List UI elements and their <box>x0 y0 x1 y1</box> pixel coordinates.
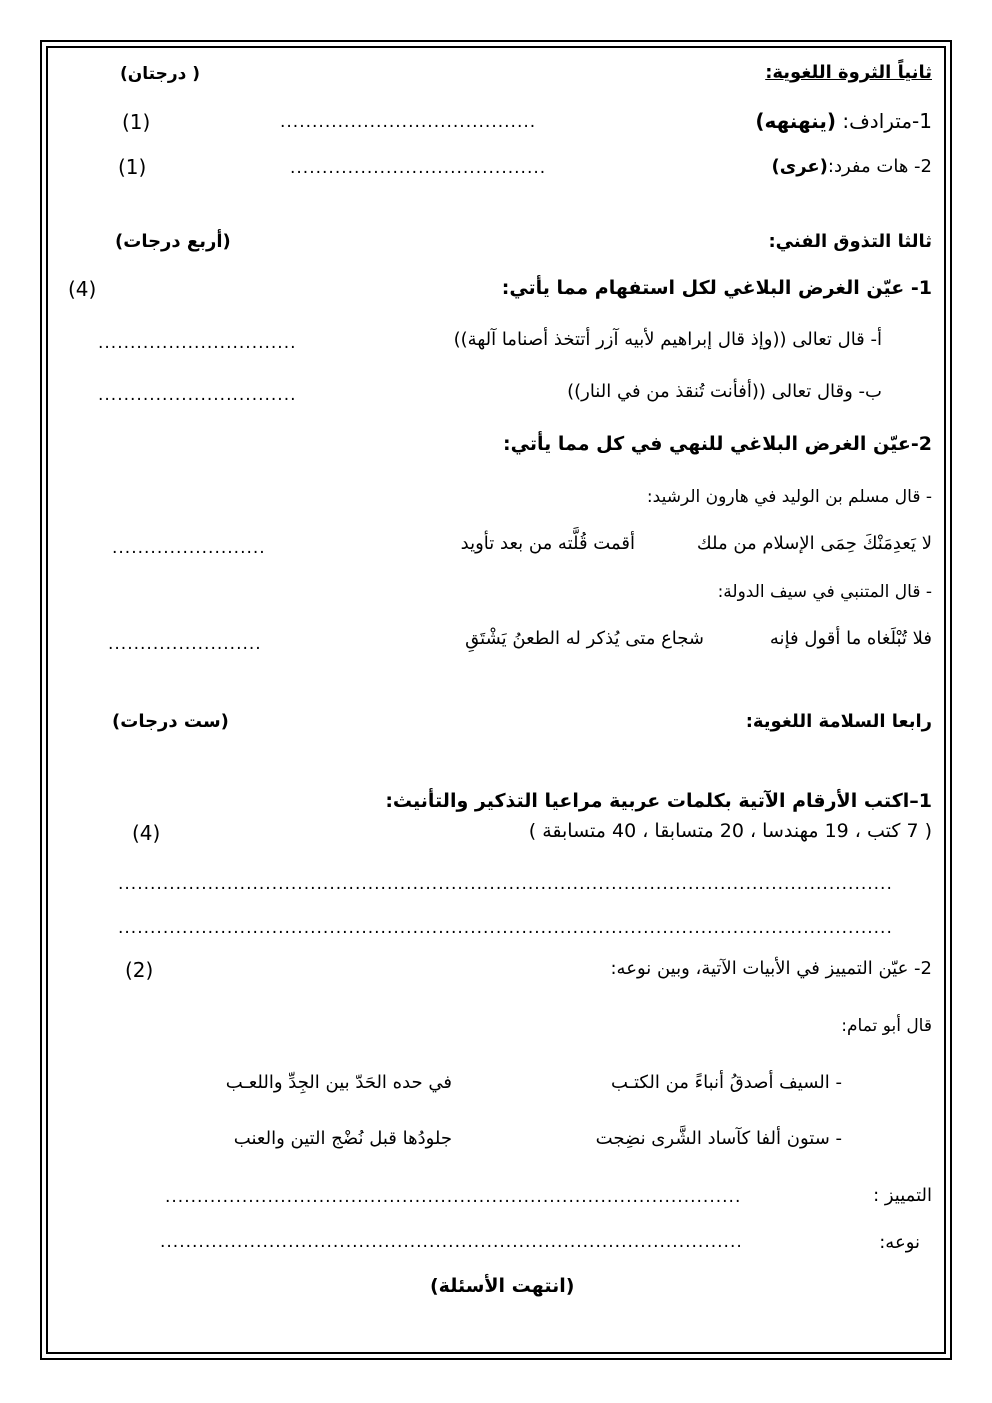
s4-q1-answer-line-1[interactable]: ......................................................................................................................... <box>118 876 893 893</box>
s2-q1 <box>755 111 932 131</box>
s3-q2-intro2: - قال المتنبي في سيف الدولة: <box>717 582 932 602</box>
s4-type-answer-line[interactable]: ........................................................................................... <box>160 1234 743 1251</box>
s2-q2-label: 2- هات مفرد: <box>827 156 932 177</box>
s2-q1-score: (1) <box>122 110 151 134</box>
s3-q1b: ب- وقال تعالى ((أفأنت تُنقذ من في النار)) <box>567 381 882 402</box>
section-4-title: رابعا السلامة اللغوية: <box>745 711 932 732</box>
s3-verse1-second-half: أقمت قُلَّته من بعد تأويد <box>460 533 635 554</box>
s2-q2-word: (عرى) <box>771 156 828 177</box>
s2-q1-answer-line[interactable]: ........................................ <box>280 114 537 131</box>
s3-q1-text: 1- عيّن الغرض البلاغي لكل استفهام مما يأتي: <box>501 277 932 299</box>
s3-verse1-answer-line[interactable]: ........................ <box>112 540 266 557</box>
s3-verse2-second-half: شجاع متى يُذكر له الطعنُ يَشْتَقِ <box>465 628 704 649</box>
s4-q1-numbers: ( 7 كتب ، 19 مهندسا ، 20 متسابقا ، 40 متسابقة ) <box>528 820 932 842</box>
section-3-title: ثالثا التذوق الفني: <box>768 231 932 252</box>
section-2-marks: ( درجتان) <box>120 64 201 84</box>
s4-q2-score: (2) <box>125 958 154 982</box>
s4-verse1-first-half: - السيف أصدقُ أنباءً من الكتـب <box>611 1072 842 1093</box>
s2-q2-score: (1) <box>118 155 147 179</box>
section-2-title: ثانياً الثروة اللغوية: <box>765 62 932 83</box>
s4-verse2-second-half: جلودُها قبل نُضْج التين والعنب <box>233 1128 452 1149</box>
s4-tamyiz-answer-line[interactable]: .......................................................................................... <box>165 1189 742 1206</box>
s4-q1-text: 1–اكتب الأرقام الآتية بكلمات عربية مراعيا التذكير والتأنيث: <box>385 790 932 812</box>
s4-q2-text: 2- عيّن التمييز في الأبيات الآتية، وبين نوعه: <box>610 958 932 979</box>
section-3-marks: (أربع درجات) <box>115 231 231 252</box>
s3-q1a-answer-line[interactable]: ............................... <box>98 335 297 352</box>
s4-q1-answer-line-2[interactable]: ......................................................................................................................... <box>118 920 893 937</box>
s4-q1-score: (4) <box>132 821 161 845</box>
section-4-marks: (ست درجات) <box>112 711 229 732</box>
s3-q1b-answer-line[interactable]: ............................... <box>98 387 297 404</box>
end-of-questions: (انتهت الأسئلة) <box>430 1275 575 1297</box>
s3-q1a: أ- قال تعالى ((وإذ قال إبراهيم لأبيه آزر أتتخذ أصناما آلهة)) <box>453 329 882 350</box>
s3-verse1-first-half: لا يَعدِمَنْكَ حِمَى الإسلام من ملك <box>696 533 932 554</box>
s4-type-label: نوعه: <box>879 1232 920 1253</box>
s4-verse1-second-half: في حده الحَدّ بين الجِدِّ واللعـب <box>225 1072 452 1093</box>
s2-q2 <box>771 158 932 176</box>
s2-q1-label: 1-مترادف: <box>842 109 932 133</box>
s4-verse2-first-half: - ستون ألفا كآساد الشَّرى نضِجت <box>595 1128 842 1149</box>
s2-q2-answer-line[interactable]: ........................................ <box>290 160 547 177</box>
s4-poet: قال أبو تمام: <box>841 1016 932 1036</box>
s3-q2-intro1: - قال مسلم بن الوليد في هارون الرشيد: <box>646 487 932 507</box>
s3-q2-text: 2-عيّن الغرض البلاغي للنهي في كل مما يأتي: <box>503 433 932 455</box>
s2-q1-word: (ينهنهه) <box>755 109 836 133</box>
s3-q1-score: (4) <box>68 277 97 301</box>
s4-tamyiz-label: التمييز : <box>873 1185 932 1206</box>
s3-verse2-first-half: فلا تُبْلَغاه ما أقول فإنه <box>769 628 932 649</box>
s3-verse2-answer-line[interactable]: ........................ <box>108 636 262 653</box>
